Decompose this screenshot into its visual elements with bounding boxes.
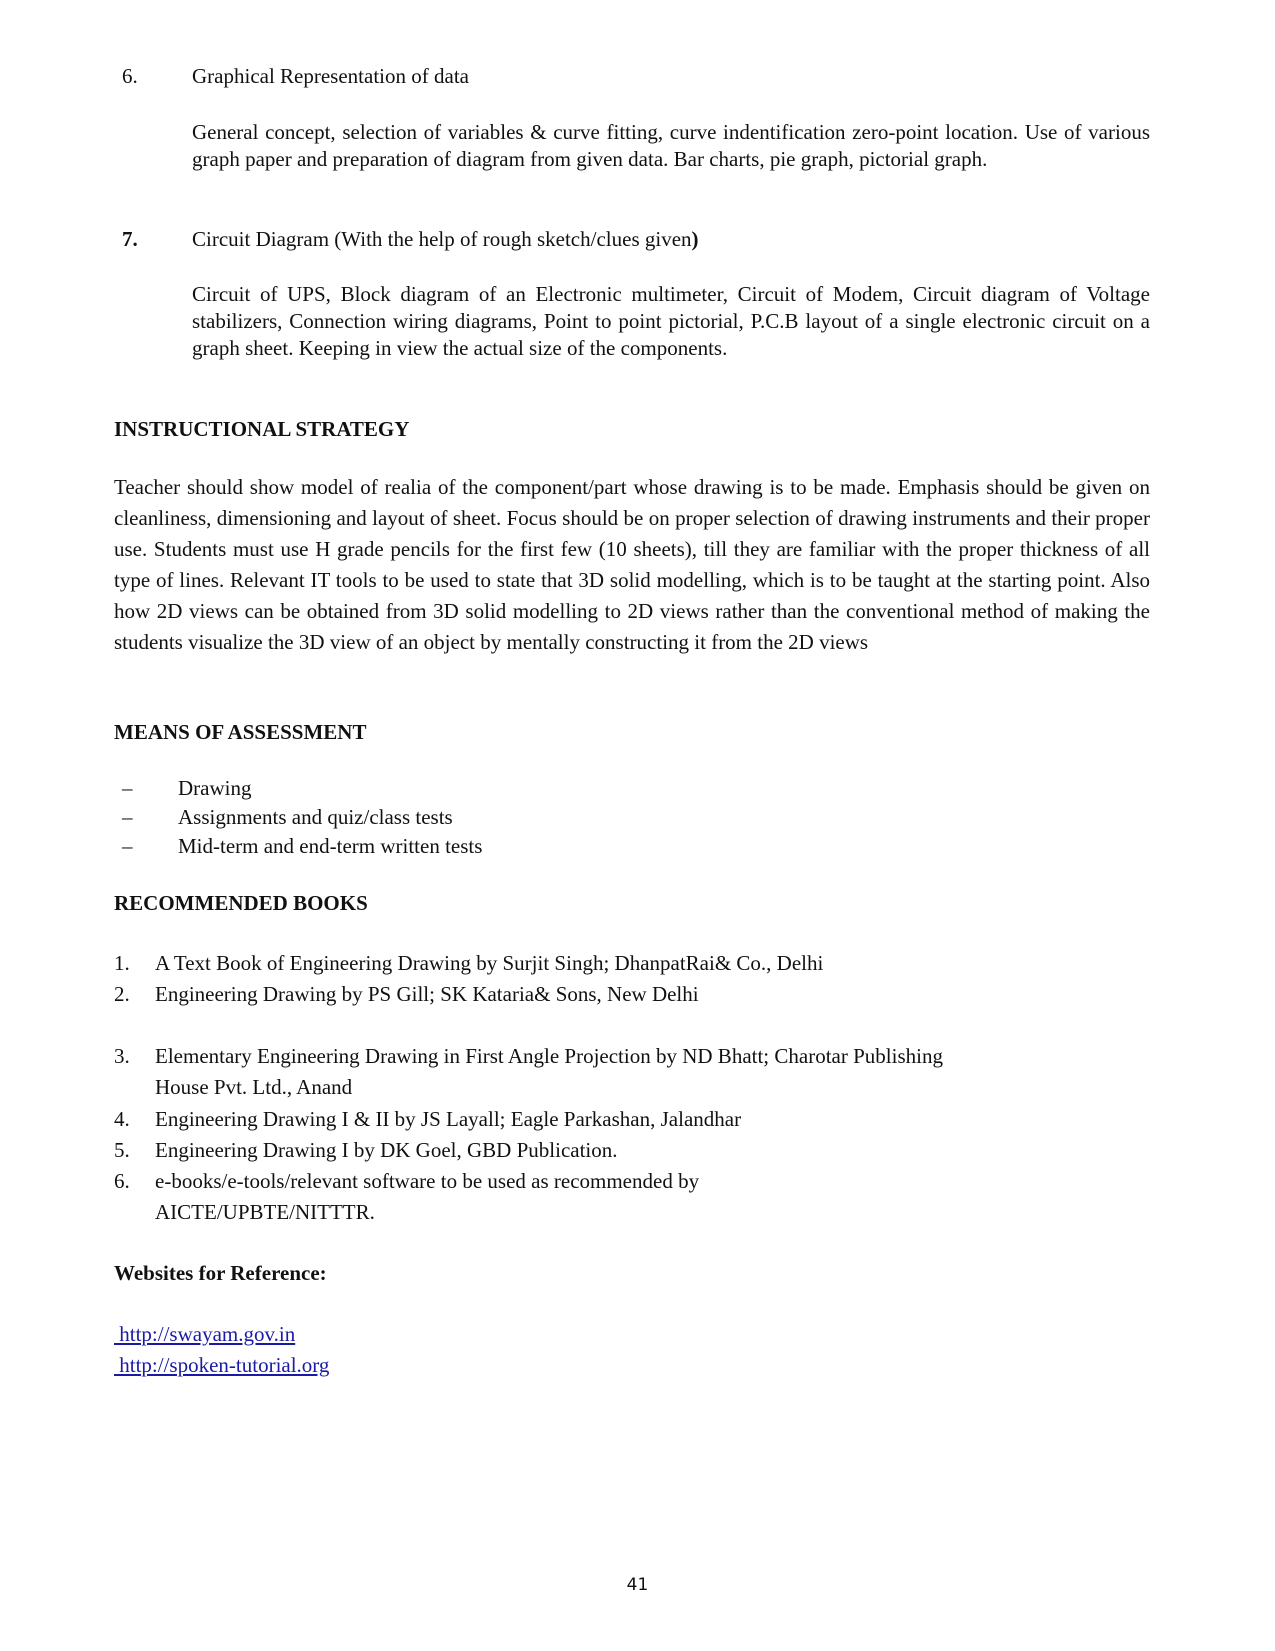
instructional-strategy-heading: INSTRUCTIONAL STRATEGY: [114, 417, 410, 441]
book-item: [114, 979, 1014, 1010]
item-7-body: Circuit of UPS, Block diagram of an Electronic multimeter, Circuit of Modem, Circuit diagram of Voltage stabilizers, Connection wiring diagrams, Point to point pictorial, P.C.B layout of a single electronic circuit on a graph sheet. Keeping in view the actual size of the components.: [192, 282, 1150, 360]
item-7-title: [192, 227, 699, 252]
item-6-number: 6.: [122, 64, 138, 88]
book-number: 2.: [114, 982, 130, 1006]
page-number: 41: [626, 1575, 649, 1595]
website-link-spoken-tutorial[interactable]: http://spoken-tutorial.org: [114, 1353, 330, 1377]
books-heading: RECOMMENDED BOOKS: [114, 891, 368, 915]
item-6-title: Graphical Representation of data: [192, 64, 469, 88]
book-number: 6.: [114, 1169, 130, 1193]
book-item: [114, 1041, 1014, 1103]
bullet-dash: –: [122, 834, 133, 858]
book-text: Elementary Engineering Drawing in First Angle Projection by ND Bhatt; Charotar Publishing House Pvt. Ltd., Anand: [155, 1044, 943, 1099]
book-number: 4.: [114, 1107, 130, 1131]
bullet-dash: –: [122, 776, 133, 800]
book-text: Engineering Drawing I & II by JS Layall; Eagle Parkashan, Jalandhar: [155, 1107, 742, 1131]
assessment-heading: MEANS OF ASSESSMENT: [114, 720, 367, 744]
instructional-strategy-body: Teacher should show model of realia of the component/part whose drawing is to be made. Emphasis should be given on cleanliness, dimensioning and layout of sheet. Focus should be on proper selection of drawing instruments and their proper use. Students must use H grade pencils for the first few (10 sheets), till they are familiar with the proper thickness of all type of lines. Relevant IT tools to be used to state that 3D solid modelling, which is to be taught at the starting point. Also how 2D views can be obtained from 3D solid modelling to 2D views rather than the conventional method of making the students visualize the 3D view of an object by mentally constructing it from the 2D views: [114, 475, 1150, 654]
book-item: [114, 948, 1014, 979]
item-6-body: General concept, selection of variables & curve fitting, curve indentification zero-point location. Use of various graph paper and preparation of diagram from given data. Bar charts, pie graph, pictorial graph.: [192, 120, 1150, 171]
book-item: [114, 1166, 1014, 1228]
bullet-dash: –: [122, 805, 133, 829]
item-7-title-text: Circuit Diagram (With the help of rough sketch/clues given: [192, 227, 692, 251]
book-number: 3.: [114, 1044, 130, 1068]
website-link-swayam[interactable]: http://swayam.gov.in: [114, 1322, 296, 1346]
websites-heading: Websites for Reference:: [114, 1261, 327, 1285]
book-text: Engineering Drawing by PS Gill; SK Kataria& Sons, New Delhi: [155, 982, 699, 1006]
book-number: 5.: [114, 1138, 130, 1162]
item-7-number: 7.: [122, 227, 138, 251]
assessment-item: Assignments and quiz/class tests: [178, 805, 453, 829]
book-item: [114, 1104, 1014, 1135]
book-text: e-books/e-tools/relevant software to be used as recommended by AICTE/UPBTE/NITTTR.: [155, 1169, 700, 1224]
book-item: [114, 1135, 1014, 1166]
book-number: 1.: [114, 951, 130, 975]
book-text: Engineering Drawing I by DK Goel, GBD Publication.: [155, 1138, 618, 1162]
assessment-item: Drawing: [178, 776, 252, 800]
book-text: A Text Book of Engineering Drawing by Surjit Singh; DhanpatRai& Co., Delhi: [155, 951, 824, 975]
assessment-item: Mid-term and end-term written tests: [178, 834, 483, 858]
item-7-title-paren: ): [691, 227, 699, 251]
